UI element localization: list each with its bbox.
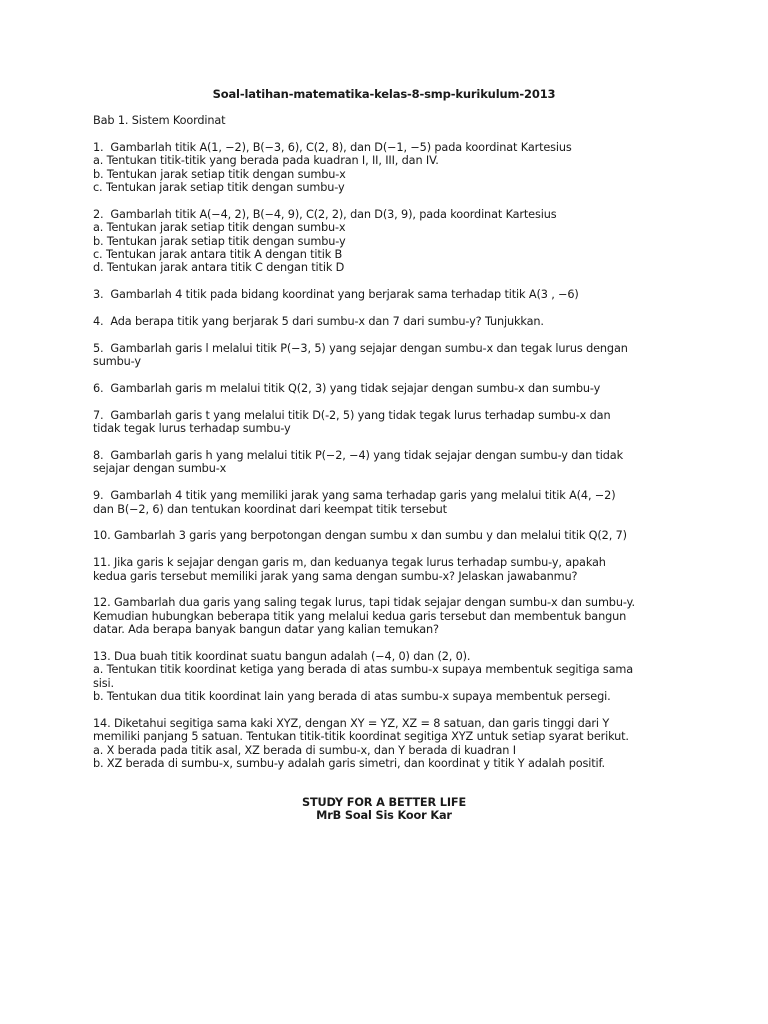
spacer — [93, 194, 683, 207]
question-line: Kemudian hubungkan beberapa titik yang melalui kedua garis tersebut dan membentuk bangun — [93, 609, 627, 623]
spacer — [93, 302, 683, 315]
question-item — [93, 556, 683, 583]
question-line: 7. Gambarlah garis t yang melalui titik D(-2, 5) yang tidak tegak lurus terhadap sumbu-x dan — [93, 408, 611, 422]
question-line: kedua garis tersebut memiliki jarak yang sama dengan sumbu-x? Jelaskan jawabanmu? — [93, 569, 578, 583]
footer-author: MrB Soal Sis Koor Kar — [316, 809, 452, 823]
question-line: 5. Gambarlah garis l melalui titik P(−3, 5) yang sejajar dengan sumbu-x dan tegak lurus dengan — [93, 341, 628, 355]
question-item — [93, 382, 683, 395]
question-line: sisi. — [93, 676, 114, 690]
question-item — [93, 449, 683, 476]
question-line: 9. Gambarlah 4 titik yang memiliki jarak yang sama terhadap garis yang melalui titik A(4, −2) — [93, 489, 616, 503]
question-line: b. Tentukan jarak setiap titik dengan sumbu-y — [93, 234, 346, 248]
question-item — [93, 409, 683, 436]
document-body — [93, 114, 683, 771]
spacer — [93, 704, 683, 717]
question-line: 14. Diketahui segitiga sama kaki XYZ, dengan XY = YZ, XZ = 8 satuan, dan garis tinggi dari Y — [93, 717, 610, 731]
spacer — [93, 328, 683, 341]
footer — [0, 796, 768, 823]
question-line: 2. Gambarlah titik A(−4, 2), B(−4, 9), C(2, 2), dan D(3, 9), pada koordinat Kartesius — [93, 207, 557, 221]
spacer — [93, 369, 683, 382]
question-line: datar. Ada berapa banyak bangun datar yang kalian temukan? — [93, 623, 439, 637]
question-line: a. Tentukan titik koordinat ketiga yang berada di atas sumbu-x supaya membentuk segitiga sama — [93, 663, 634, 677]
spacer — [93, 543, 683, 556]
spacer — [93, 516, 683, 529]
question-line: a. X berada pada titik asal, XZ berada di sumbu-x, dan Y berada di kuadran I — [93, 743, 516, 757]
question-line: b. XZ berada di sumbu-x, sumbu-y adalah garis simetri, dan koordinat y titik Y adalah positif. — [93, 757, 605, 771]
question-line: c. Tentukan jarak antara titik A dengan titik B — [93, 248, 343, 262]
question-item — [93, 342, 683, 369]
question-line: 11. Jika garis k sejajar dengan garis m, dan keduanya tegak lurus terhadap sumbu-y, apakah — [93, 556, 606, 570]
question-line: sejajar dengan sumbu-x — [93, 462, 227, 476]
document-title: Soal-latihan-matematika-kelas-8-smp-kurikulum-2013 — [212, 87, 556, 101]
question-item — [93, 529, 683, 542]
question-line: 8. Gambarlah garis h yang melalui titik P(−2, −4) yang tidak sejajar dengan sumbu-y dan tidak — [93, 449, 623, 463]
chapter-heading: Bab 1. Sistem Koordinat — [93, 114, 226, 127]
question-item — [93, 650, 683, 704]
question-line: c. Tentukan jarak setiap titik dengan sumbu-y — [93, 181, 345, 195]
question-item — [93, 288, 683, 301]
question-line: tidak tegak lurus terhadap sumbu-y — [93, 422, 291, 436]
question-line: 10. Gambarlah 3 garis yang berpotongan dengan sumbu x dan sumbu y dan melalui titik Q(2, 7) — [93, 529, 627, 543]
footer-slogan: STUDY FOR A BETTER LIFE — [301, 796, 467, 809]
spacer — [93, 583, 683, 596]
question-item — [93, 315, 683, 328]
question-line: 1. Gambarlah titik A(1, −2), B(−3, 6), C(2, 8), dan D(−1, −5) pada koordinat Kartesius — [93, 140, 572, 154]
question-line: d. Tentukan jarak antara titik C dengan titik D — [93, 261, 345, 275]
question-line: 4. Ada berapa titik yang berjarak 5 dari sumbu-x dan 7 dari sumbu-y? Tunjukkan. — [93, 315, 544, 329]
question-line: sumbu-y — [93, 355, 141, 369]
question-line: 13. Dua buah titik koordinat suatu bangun adalah (−4, 0) dan (2, 0). — [93, 650, 471, 664]
question-line: 3. Gambarlah 4 titik pada bidang koordinat yang berjarak sama terhadap titik A(3 , −6) — [93, 288, 579, 302]
question-line: b. Tentukan dua titik koordinat lain yang berada di atas sumbu-x supaya membentuk persegi. — [93, 690, 611, 704]
question-line: memiliki panjang 5 satuan. Tentukan titik-titik koordinat segitiga XYZ untuk setiap syarat berikut. — [93, 730, 629, 744]
spacer — [93, 127, 683, 140]
question-list — [93, 141, 683, 771]
question-line: 12. Gambarlah dua garis yang saling tegak lurus, tapi tidak sejajar dengan sumbu-x dan sumbu-y. — [93, 596, 635, 610]
spacer — [93, 275, 683, 288]
spacer — [93, 436, 683, 449]
question-line: a. Tentukan jarak setiap titik dengan sumbu-x — [93, 221, 346, 235]
question-line: b. Tentukan jarak setiap titik dengan sumbu-x — [93, 167, 346, 181]
spacer — [93, 476, 683, 489]
spacer — [93, 395, 683, 408]
question-line: a. Tentukan titik-titik yang berada pada kuadran I, II, III, dan IV. — [93, 154, 439, 168]
question-item — [93, 489, 683, 516]
question-item — [93, 596, 683, 636]
question-item — [93, 717, 683, 771]
question-line: 6. Gambarlah garis m melalui titik Q(2, 3) yang tidak sejajar dengan sumbu-x dan sumbu-y — [93, 382, 601, 396]
question-item — [93, 141, 683, 195]
question-item — [93, 208, 683, 275]
question-line: dan B(−2, 6) dan tentukan koordinat dari keempat titik tersebut — [93, 502, 447, 516]
spacer — [93, 637, 683, 650]
